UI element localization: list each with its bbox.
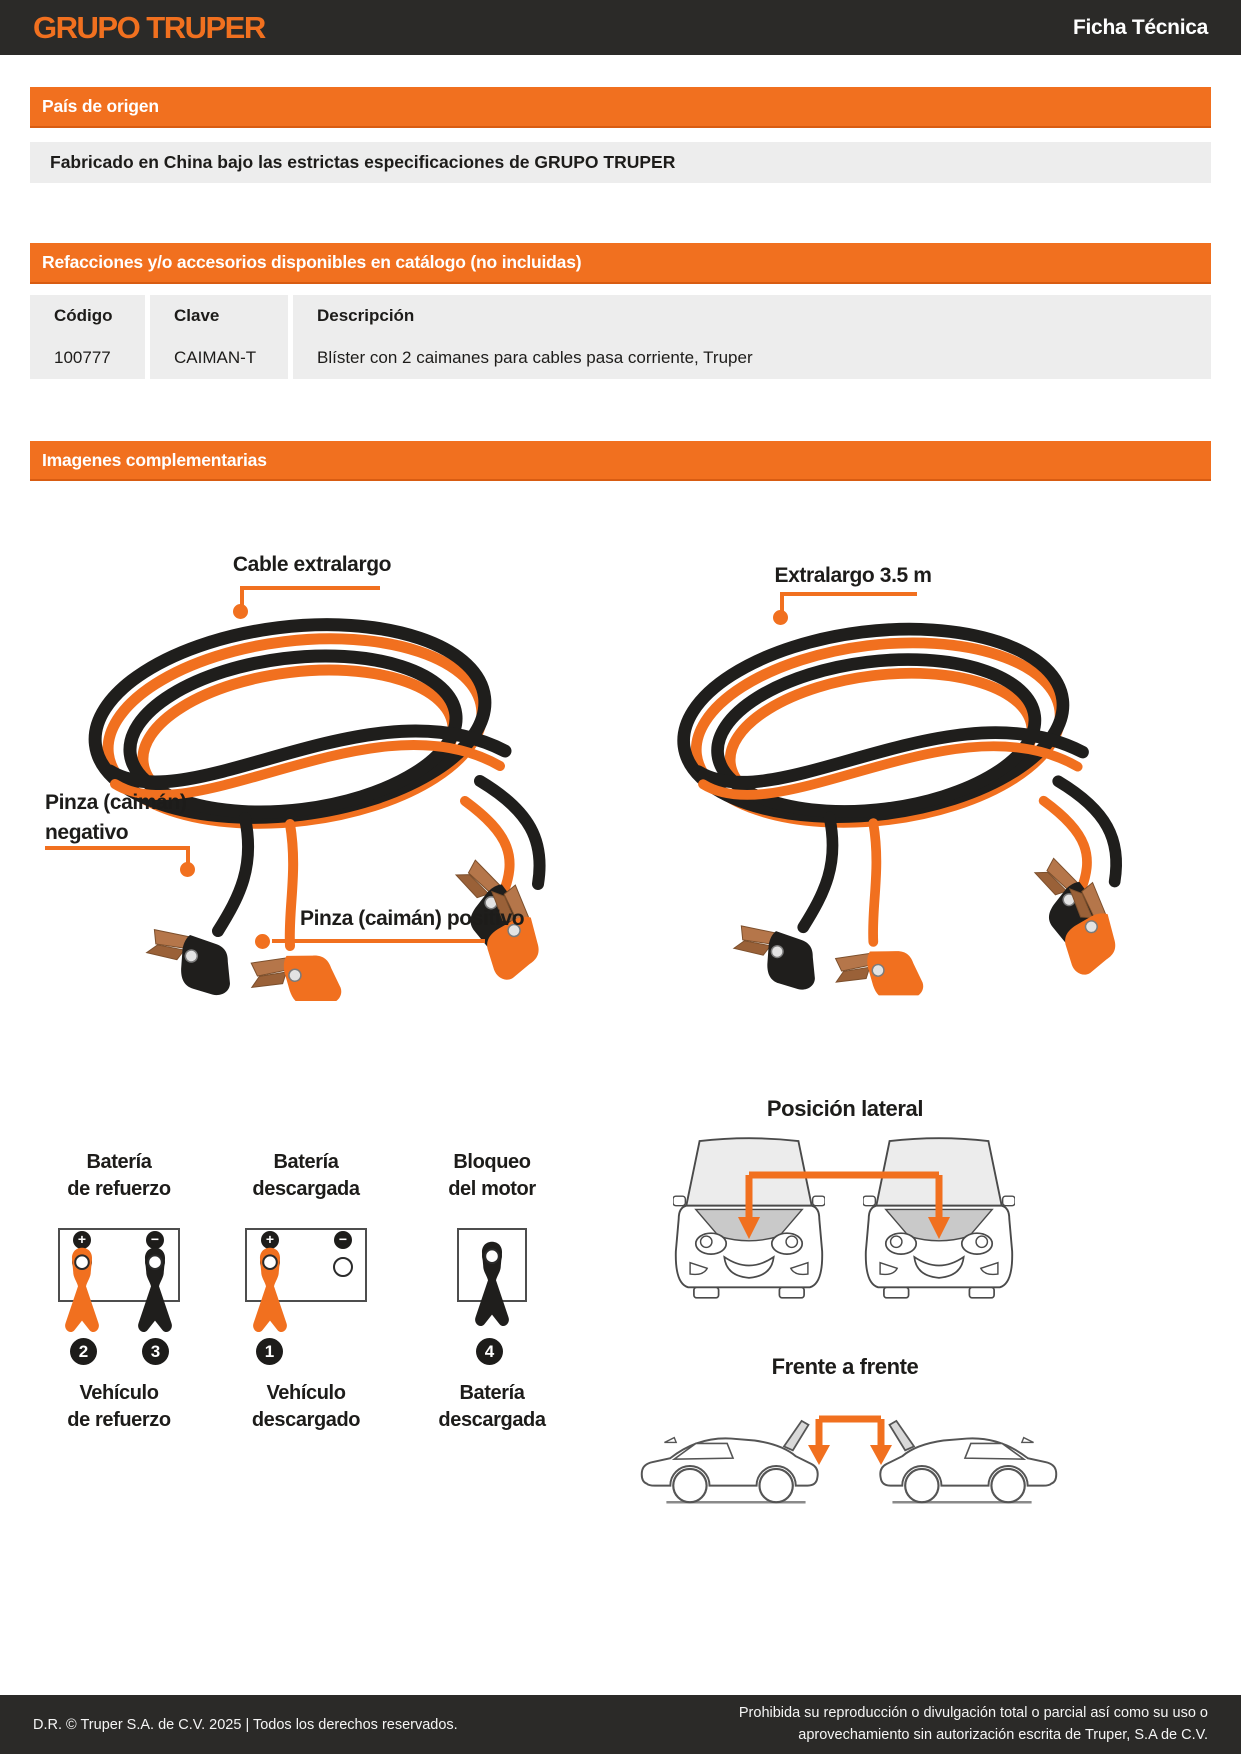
lateral-position-illustration	[655, 1133, 1045, 1303]
panel3-caption	[402, 1380, 582, 1434]
panel1-caption-line1: Vehículo	[79, 1382, 159, 1404]
section-header-pais-de-origen	[30, 87, 1211, 128]
panel2-title	[216, 1149, 396, 1203]
label-pinza-positivo: Pinza (caimán) positivo	[300, 907, 525, 930]
leader-dot	[773, 610, 788, 625]
table-row-clave: CAIMAN-T	[150, 337, 288, 379]
panel1-title-line1: Batería	[86, 1151, 152, 1173]
panel3-title	[402, 1149, 582, 1203]
jumper-cables-illustration-right	[630, 586, 1175, 996]
panel3-caption-line1: Batería	[459, 1382, 525, 1404]
document-type-label: Ficha Técnica	[1073, 15, 1208, 39]
panel2-title-line1: Batería	[273, 1151, 339, 1173]
origin-statement	[30, 142, 1211, 183]
panel1-title	[29, 1149, 209, 1203]
legal-notice-line2: aprovechamiento sin autorización escrita de Truper, S.A de C.V.	[798, 1726, 1208, 1743]
panel3-title-line1: Bloqueo	[453, 1151, 531, 1173]
section-title: País de origen	[42, 96, 159, 116]
battery-terminal	[333, 1257, 353, 1277]
step-badge-4: 4	[476, 1338, 503, 1365]
step-badge-3: 3	[142, 1338, 169, 1365]
panel2-caption-line2: descargado	[251, 1409, 361, 1431]
leader-dot	[180, 862, 195, 877]
black-clamp-icon	[468, 1239, 516, 1339]
panel3-title-line2: del motor	[448, 1178, 536, 1200]
leader-dot	[233, 604, 248, 619]
leader-line	[45, 846, 190, 850]
legal-notice	[739, 1703, 1208, 1747]
column-header-codigo: Código	[30, 295, 145, 337]
step-badge-2: 2	[70, 1338, 97, 1365]
label-extralargo-35m: Extralargo 3.5 m	[774, 564, 932, 587]
footer-bar	[0, 1695, 1241, 1754]
panel1-title-line2: de refuerzo	[67, 1178, 171, 1200]
section-title: Refacciones y/o accesorios disponibles en catálogo (no incluidas)	[42, 252, 582, 272]
column-header-descripcion: Descripción	[293, 295, 1211, 337]
minus-terminal-icon: −	[334, 1231, 352, 1249]
leader-line	[272, 939, 485, 943]
plus-terminal-icon: +	[261, 1231, 279, 1249]
section-header-refacciones	[30, 243, 1211, 284]
top-header-bar	[0, 0, 1241, 55]
origin-text: Fabricado en China bajo las estrictas especificaciones de GRUPO TRUPER	[50, 152, 676, 172]
column-header-clave: Clave	[150, 295, 288, 337]
panel1-caption	[29, 1380, 209, 1434]
orange-clamp-icon	[246, 1245, 294, 1345]
table-row-descripcion: Blíster con 2 caimanes para cables pasa corriente, Truper	[293, 337, 1211, 379]
section-header-imagenes	[30, 441, 1211, 481]
label-cable-extralargo: Cable extralargo	[232, 553, 392, 576]
table-row-codigo: 100777	[30, 337, 145, 379]
front-to-front-illustration	[635, 1387, 1065, 1537]
panel2-caption-line1: Vehículo	[266, 1382, 346, 1404]
leader-line	[240, 586, 380, 590]
front-to-front-title: Frente a frente	[771, 1354, 919, 1379]
accessories-table	[30, 295, 1211, 379]
panel2-caption	[216, 1380, 396, 1434]
plus-terminal-icon: +	[73, 1231, 91, 1249]
panel1-caption-line2: de refuerzo	[67, 1409, 171, 1431]
legal-notice-line1: Prohibida su reproducción o divulgación total o parcial así como su uso o	[738, 1704, 1208, 1721]
step-badge-1: 1	[256, 1338, 283, 1365]
label-pinza-negativo-line2: negativo	[45, 821, 129, 844]
panel3-caption-line2: descargada	[438, 1409, 546, 1431]
leader-dot	[255, 934, 270, 949]
minus-terminal-icon: −	[146, 1231, 164, 1249]
leader-line	[780, 592, 917, 596]
section-title: Imagenes complementarias	[42, 449, 267, 470]
copyright-text: D.R. © Truper S.A. de C.V. 2025 | Todos los derechos reservados.	[33, 1716, 458, 1733]
black-clamp-icon	[131, 1245, 179, 1345]
grupo-truper-logo: GRUPO TRUPER	[33, 9, 265, 45]
label-pinza-negativo-line1: Pinza (caimán)	[45, 791, 187, 814]
orange-clamp-icon	[58, 1245, 106, 1345]
complementary-images-area	[0, 481, 1241, 1695]
lateral-position-title: Posición lateral	[766, 1096, 924, 1121]
panel2-title-line2: descargada	[252, 1178, 360, 1200]
